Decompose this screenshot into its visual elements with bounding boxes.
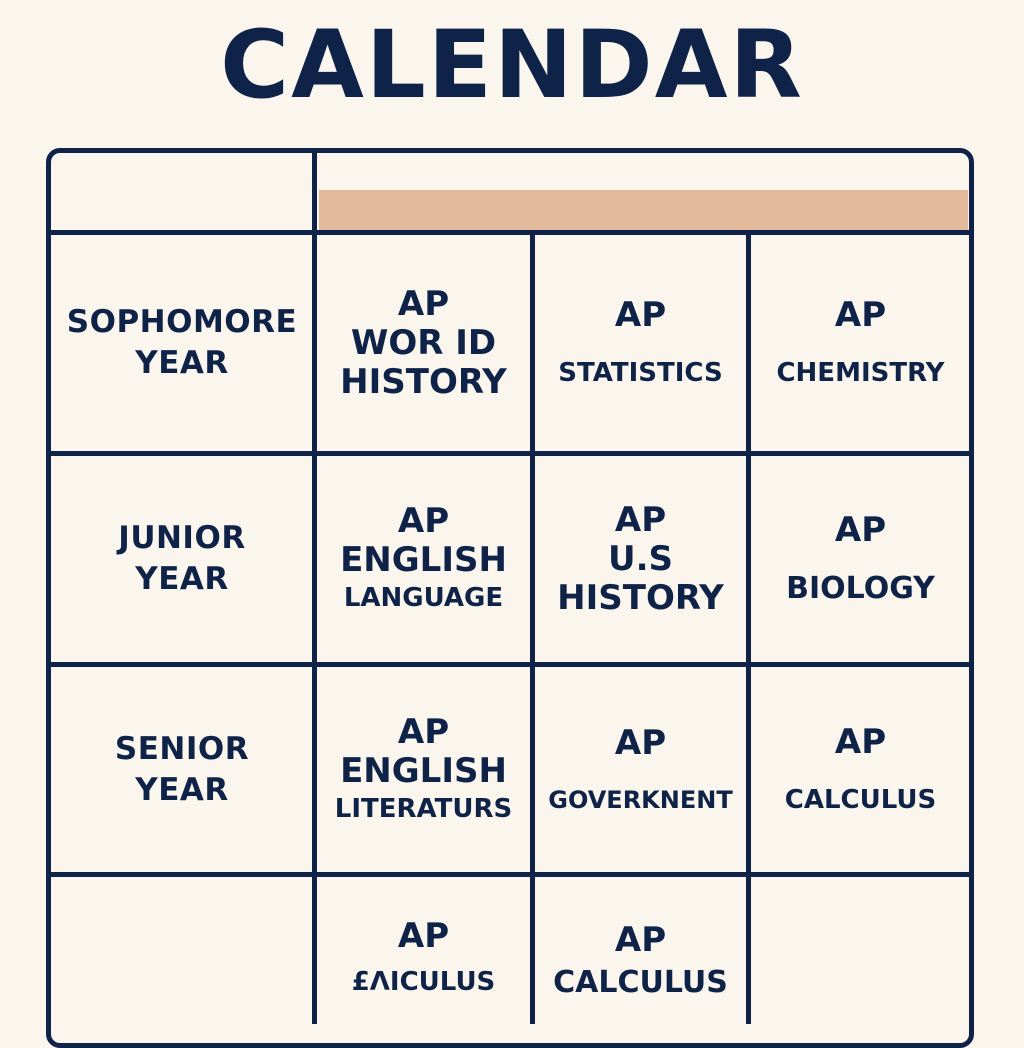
- course-line: AP: [397, 501, 450, 541]
- course-ap: AP: [834, 510, 887, 550]
- header-bar: [319, 190, 968, 230]
- course-cell: [535, 877, 746, 1024]
- course-name: BIOLOGY: [786, 571, 935, 606]
- course-line: LANGUAGE: [343, 583, 504, 613]
- course-cell: [317, 456, 530, 662]
- row-label-sophomore: [52, 235, 312, 451]
- course-cell: [751, 235, 970, 451]
- course-line: AP: [397, 711, 450, 752]
- course-line: AP: [614, 499, 667, 540]
- row-label-line: YEAR: [135, 561, 229, 597]
- course-ap: AP: [397, 916, 450, 956]
- row-label-line: SENIOR: [114, 730, 250, 767]
- course-ap: AP: [834, 295, 887, 335]
- course-cell: [751, 456, 970, 662]
- course-cell: [317, 877, 530, 1024]
- course-ap: AP: [614, 920, 667, 960]
- course-name: STATISTICS: [558, 358, 723, 388]
- row-label-senior: [52, 667, 312, 872]
- course-cell: [535, 235, 746, 451]
- course-line: U.S: [607, 538, 673, 579]
- course-name: CHEMISTRY: [776, 358, 945, 388]
- row-label-junior: [52, 456, 312, 662]
- course-name: CALCULUS: [784, 784, 937, 815]
- row-label-line: YEAR: [135, 771, 229, 808]
- course-cell: [751, 667, 970, 872]
- course-name: GOVERKNENT: [548, 785, 733, 814]
- course-ap: AP: [614, 295, 667, 335]
- row-label-line: SOPHOMORE: [66, 304, 298, 340]
- course-line: ENGLISH: [340, 750, 507, 791]
- course-name: CALCULUS: [553, 965, 728, 1000]
- course-cell: [317, 235, 530, 451]
- course-ap: AP: [834, 721, 887, 762]
- row-label-line: JUNIOR: [118, 520, 246, 556]
- course-ap: AP: [614, 722, 667, 763]
- course-line: WOR ID: [350, 322, 497, 363]
- course-name: £ΛICULUS: [351, 967, 496, 997]
- course-cell: [535, 456, 746, 662]
- row-label-line: YEAR: [135, 345, 229, 381]
- course-cell: [535, 667, 746, 872]
- course-line: LITERATURS: [334, 793, 513, 824]
- course-line: ENGLISH: [340, 540, 507, 580]
- page-title: CALENDAR: [220, 11, 804, 120]
- course-line: AP: [397, 283, 450, 324]
- course-cell: [317, 667, 530, 872]
- course-line: HISTORY: [557, 577, 724, 618]
- course-line: HISTORY: [340, 361, 507, 402]
